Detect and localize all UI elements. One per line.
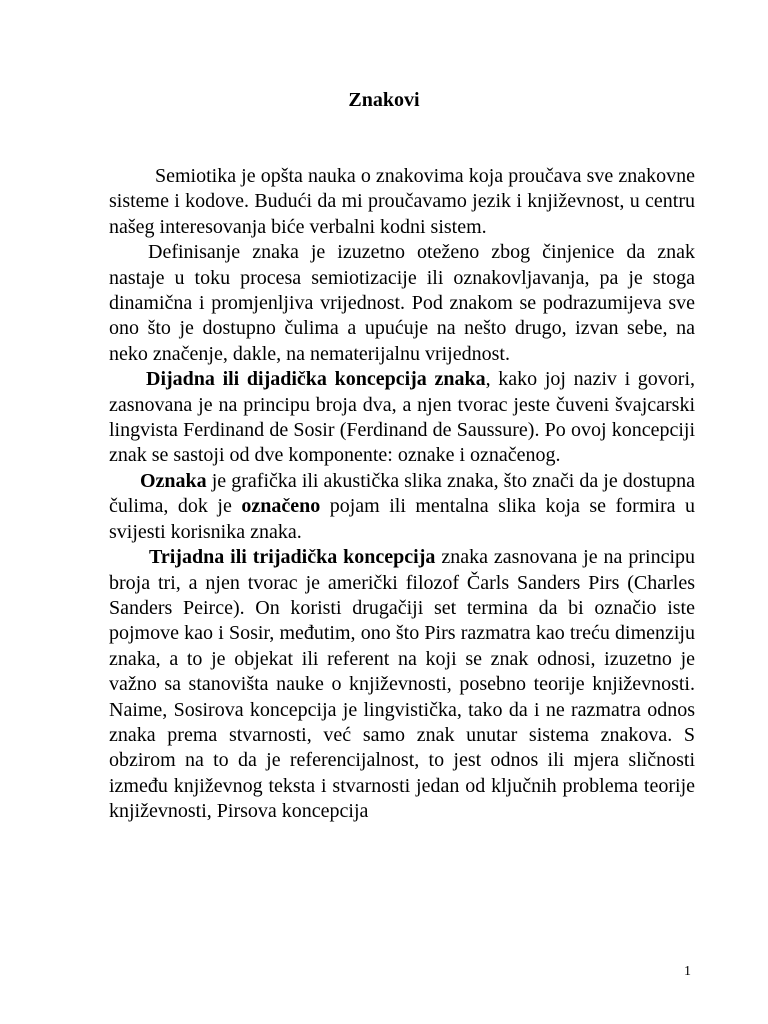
paragraph-3 — [109, 367, 695, 469]
paragraph-2-text: Definisanje znaka je izuzetno oteženo zbog činjenice da znak nastaje u toku procesa semiotizacije ili oznakovljavanja, pa je stoga dinamična i promjenljiva vrijednost. Pod znakom se podrazumijeva sve ono što je dostupno čulima a upućuje na nešto drugo, izvan sebe, na neko značenje, dakle, na nematerijalnu vrijednost. — [109, 241, 695, 365]
paragraph-2 — [109, 240, 695, 367]
document-body — [109, 164, 695, 825]
term-trijadna-koncepcija: Trijadna ili trijadička koncepcija — [149, 546, 436, 569]
paragraph-5-text: znaka zasnovana je na principu broja tri, a njen tvorac je američki filozof Čarls Sanders Pirs (Charles Sanders Peirce). On koristi drugačiji set termina da bi označio iste pojmove kao i Sosir, međutim, ono što Pirs razmatra kao treću dimenziju znaka, a to je objekat ili referent na koji se znak odnosi, izuzetno je važno sa stanovišta nauke o književnosti, posebno teorije književnosti. Naime, Sosirova koncepcija je lingvistička, tako da i ne razmatra odnos znaka prema stvarnosti, već samo znak unutar sistema znakova. S obzirom na to da je referencijalnost, to jest odnos ili mjera sličnosti između književnog teksta i stvarnosti jedan od ključnih problema teorije književnosti, Pirsova koncepcija — [109, 546, 696, 823]
paragraph-5 — [109, 545, 695, 824]
paragraph-1 — [109, 164, 695, 240]
page-title: Znakovi — [348, 89, 420, 111]
page-number: 1 — [684, 964, 691, 979]
paragraph-4 — [109, 469, 695, 545]
term-dijadna-koncepcija: Dijadna ili dijadička koncepcija znaka — [146, 368, 486, 391]
paragraph-1-text: Semiotika je opšta nauka o znakovima koja proučava sve znakovne sisteme i kodove. Budući da mi proučavamo jezik i književnost, u centru našeg interesovanja biće verbalni kodni sistem. — [109, 165, 695, 238]
paragraph-4-text-a: je grafička ili akustička slika znaka, što znači da je dostupna čulima, dok je — [109, 469, 695, 518]
paragraph-3-text: , kako joj naziv i govori, zasnovana je na principu broja dva, a njen tvorac jeste čuveni švajcarski lingvista Ferdinand de Sosir (Ferdinand de Saussure). Po ovoj koncepciji znak se sastoji od dve komponente: oznake i označenog. — [109, 368, 696, 467]
term-oznaceno: označeno — [241, 495, 321, 518]
paragraph-4-text-b: pojam ili mentalna slika koja se formira u svijesti korisnika znaka. — [109, 495, 695, 543]
term-oznaka: Oznaka — [140, 469, 207, 492]
